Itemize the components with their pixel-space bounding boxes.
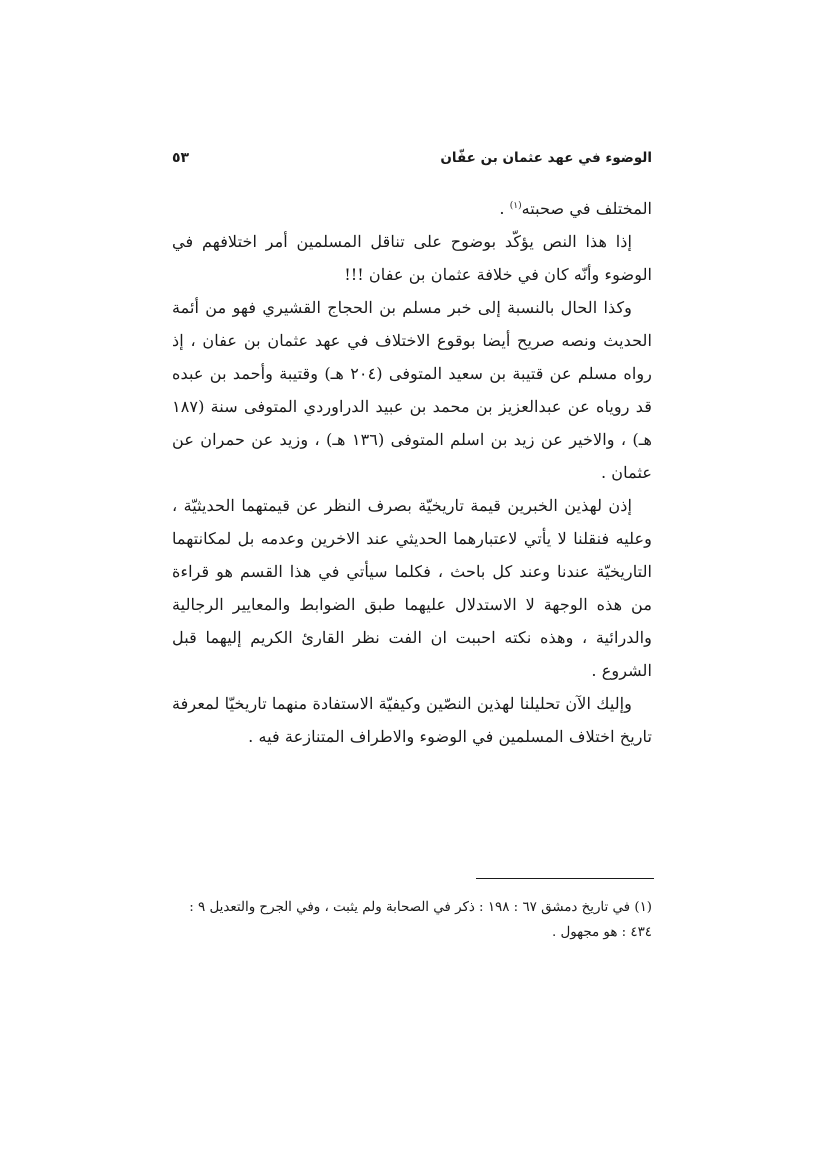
paragraph-1-end: . [499,199,510,218]
footnote-separator [476,878,654,879]
footnote-marker: (١) [634,900,652,915]
paragraph-2: إذا هذا النص يؤكّد بوضوح على تناقل المسلمين أمر اختلافهم في الوضوء وأنّه كان في خلافة عثمان بن عفان !!! [172,232,652,284]
footnotes [172,895,652,945]
book-page [172,150,652,753]
paragraph-5: وإليك الآن تحليلنا لهذين النصّين وكيفيّة الاستفادة منهما تاريخيّا لمعرفة تاريخ اختلاف المسلمين في الوضوء والاطراف المتنازعة فيه . [172,694,652,746]
footnote-1 [172,895,652,945]
paragraph-1-text: المختلف في صحبته [521,199,652,218]
chapter-title: الوضوء في عهد عثمان بن عفّان [440,150,652,166]
paragraph-4: إذن لهذين الخبرين قيمة تاريخيّة بصرف النظر عن قيمتهما الحديثيّة ، وعليه فنقلنا لا يأتي لاعتبارهما الحديثي عند الاخرين وعدمه بل لمكانتهما التاريخيّة عندنا وعند كل باحث ، فكلما سيأتي في هذا القسم هو قراءة من هذه الوجهة لا الاستدلال عليهما طبق الضوابط والمعايير الرجالية والدرائية ، وهذه نكته احببت ان الفت نظر القارئ الكريم إليهما قبل الشروع . [172,496,652,680]
body-text [172,192,652,753]
page-number: ٥٣ [172,150,190,166]
footnote-reference[interactable]: (١) [509,201,522,211]
running-header [172,150,652,174]
footnote-text: في تاريخ دمشق ٦٧ : ١٩٨ : ذكر في الصحابة ولم يثبت ، وفي الجرح والتعديل ٩ : ٤٣٤ : هو مجهول . [189,900,652,940]
paragraph-3: وكذا الحال بالنسبة إلى خبر مسلم بن الحجاج القشيري فهو من أئمة الحديث ونصه صريح أيضا بوقوع الاختلاف في عهد عثمان بن عفان ، إذ رواه مسلم عن قتيبة بن سعيد المتوفى (٢٠٤ هـ) وقتيبة وأحمد بن عبده قد روياه عن عبدالعزيز بن محمد بن عبيد الدراوردي المتوفى سنة (١٨٧ هـ) ، والاخير عن زيد بن اسلم المتوفى (١٣٦ هـ) ، وزيد عن حمران عن عثمان . [172,298,652,482]
paragraph-1 [172,192,652,225]
